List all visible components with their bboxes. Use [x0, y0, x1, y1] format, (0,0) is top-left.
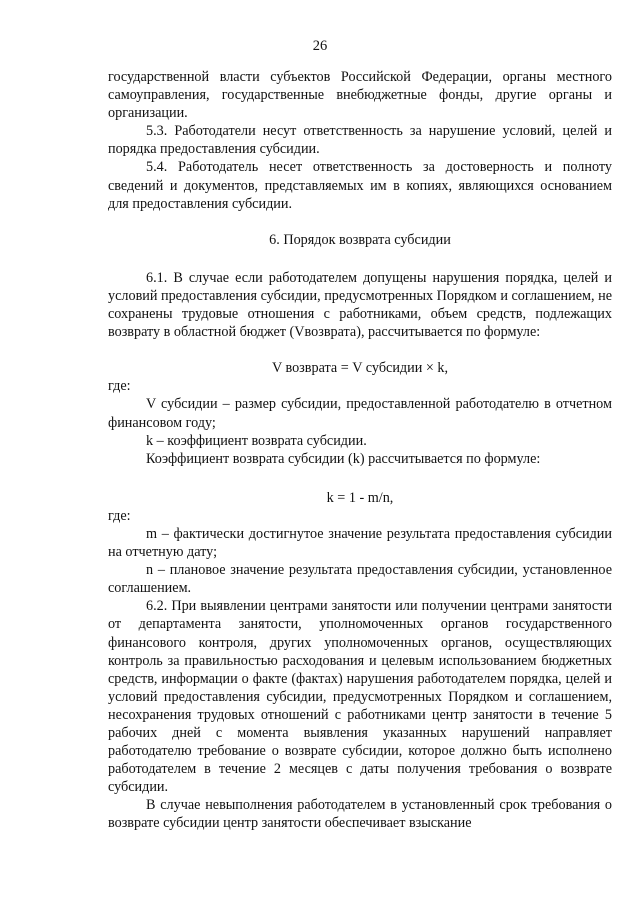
formula-k: k = 1 - m/n,	[326, 489, 394, 506]
document-body	[108, 68, 612, 833]
where-label-1: где:	[108, 378, 131, 395]
definition-m: m – фактически достигнутое значение результата предоставления субсидии на отчетную дату;	[108, 525, 612, 561]
section-heading-6: 6. Порядок возврата субсидии	[269, 231, 451, 248]
definition-k: k – коэффициент возврата субсидии.	[146, 432, 367, 449]
paragraph-continuation: государственной власти субъектов Российской Федерации, органы местного самоуправления, государственные внебюджетные фонды, другие органы и организации.	[108, 69, 612, 122]
definition-v-subsidy: V субсидии – размер субсидии, предоставленной работодателю в отчетном финансовом году;	[108, 396, 612, 431]
paragraph-6-2: 6.2. При выявлении центрами занятости или получении центрами занятости от департамента занятости, уполномоченных органов государственного финансового контроля, других уполномоченных органов, осуществляющих контроль за правильностью расходования и целевым использованием бюджетных средств, информации о факте (фактах) нарушения работодателем порядка, целей и условий предоставления субсидии, предусмотренных Порядком и соглашением, несохранения трудовых отношений с работниками центр занятости в течение 5 рабочих дней с момента выявления указанных нарушений направляет работодателю требование о возврате субсидии, которое должно быть исполнено работодателем в течение 2 месяцев с даты получения требования о возврате субсидии.	[108, 598, 612, 796]
where-label-2: где:	[108, 507, 131, 524]
formula-v-return: V возврата = V субсидии × k,	[271, 360, 449, 377]
coefficient-intro: Коэффициент возврата субсидии (k) рассчитывается по формуле:	[146, 450, 541, 467]
paragraph-5-3: 5.3. Работодатели несут ответственность за нарушение условий, целей и порядка предоставления субсидии.	[108, 123, 612, 158]
page-number: 26	[312, 38, 328, 54]
paragraph-nonfulfillment: В случае невыполнения работодателем в установленный срок требования о возврате субсидии центр занятости обеспечивает взыскание	[108, 797, 612, 832]
paragraph-6-1: 6.1. В случае если работодателем допущены нарушения порядка, целей и условий предоставления субсидии, предусмотренных Порядком и соглашением, не сохранены трудовые отношения с работниками, объем средств, подлежащих возврату в областной бюджет (Vвозврата), рассчитывается по формуле:	[108, 269, 612, 341]
paragraph-5-4: 5.4. Работодатель несет ответственность за достоверность и полноту сведений и документов, представляемых им в копиях, являющихся основанием для предоставления субсидии.	[108, 159, 612, 212]
definition-n: n – плановое значение результата предоставления субсидии, установленное соглашением.	[108, 562, 612, 597]
